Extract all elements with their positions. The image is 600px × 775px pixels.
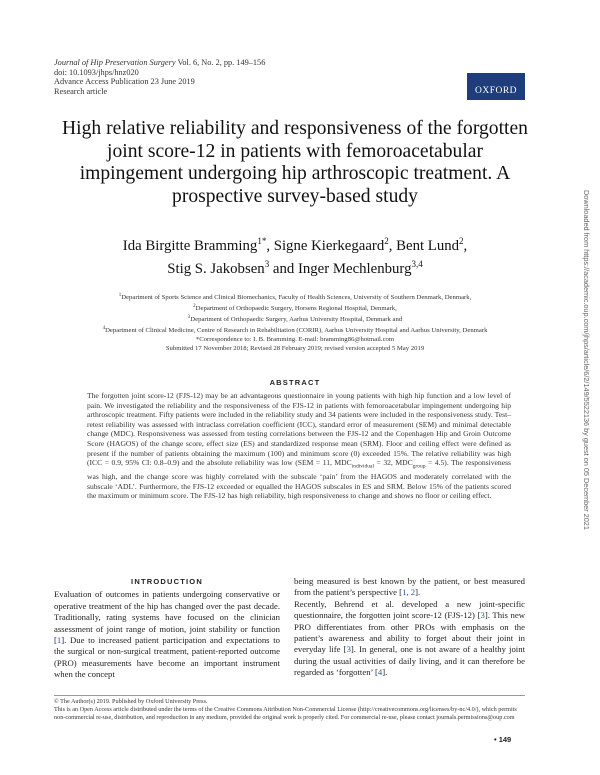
license-text: This is an Open Access article distributed under the terms of the Creative Commons Attribution Non-Commercial License (http://creativecommons.org/licenses/by-nc/4.0/), which permits non-commercial re-use, distribution, and reproduction in any medium, provided the original work is properly cited. For commercial re-use, please contact journals.permissions@oup.com	[54, 706, 517, 721]
body-text: Recently, Behrend et al. developed a new joint-specific questionnaire, the forgotten joint score-12 (FJS-12) [	[294, 598, 525, 621]
author-name[interactable]: , Bent Lund	[388, 237, 460, 254]
body-text: ]. In general, one is not aware of a healthy joint during the usual activities of daily living, and it can therefore be regarded as ‘forgotten’ [	[294, 644, 525, 678]
citation-link[interactable]: 3	[480, 610, 485, 621]
article-type: Research article	[54, 86, 108, 96]
citation-link[interactable]: 1, 2	[402, 587, 416, 598]
citation-link[interactable]: 3	[346, 644, 351, 655]
affiliation	[54, 314, 536, 325]
journal-name: Journal of Hip Preservation Surgery	[54, 58, 176, 67]
body-text: ].	[415, 587, 421, 598]
intro-right-column	[294, 576, 525, 679]
article-title: High relative reliability and responsiveness of the forgotten joint score-12 in patients with femoroacetabular impingement undergoing hip arthroscopic treatment. A prospective survey-based study	[62, 118, 528, 207]
author-name[interactable]: Ida Birgitte Bramming	[122, 237, 258, 254]
affiliation-sup: 1	[118, 293, 122, 298]
intro-paragraph	[294, 576, 525, 599]
abstract-heading: ABSTRACT	[269, 378, 321, 387]
abstract-text: = 32, MDC	[374, 458, 413, 468]
body-text: ]. This new PRO differentiates from other PROs with emphasis on the patient’s awareness and ability to forget about their joint in everyday life [	[294, 610, 526, 655]
author-sup: 1*	[257, 236, 267, 246]
body-text: ]. Due to increased patient participation and expectations to the surgical or non-surgical treatment, patient-reported outcome (PRO) measurements have become an important instrument when the concept	[54, 635, 280, 680]
submission-dates: Submitted 17 November 2018; Revised 28 February 2019; revised version accepted 5 May 2019	[165, 344, 425, 352]
author-sup: 2	[384, 236, 389, 246]
copyright-footnote	[54, 698, 525, 722]
affiliation	[54, 325, 536, 336]
abstract-subscript: group	[412, 463, 426, 470]
author-sup: 3,4	[411, 259, 423, 270]
affiliation-sup: 2	[193, 304, 196, 310]
affiliation	[54, 303, 536, 314]
author-separator: ,	[463, 237, 468, 254]
affiliation-sup: 3	[187, 315, 191, 321]
download-watermark: Downloaded from https://academic.oup.com/jhps/article/6/2/149/5522136 by guest on 05 December 2021	[582, 190, 591, 530]
author-name[interactable]: , Signe Kierkegaard	[266, 237, 385, 254]
body-text: being measured is best known by the patient, or best measured from the patient’s perspective [	[294, 576, 525, 598]
page-number: • 149	[494, 735, 512, 744]
copyright-line: © The Author(s) 2019. Published by Oxford University Press.	[54, 698, 208, 705]
affiliation-text: Department of Clinical Medicine, Centre of Research in Rehabilitation (CORIR), Aarhus University Hospital and Aarhus University, Denmark	[105, 327, 488, 335]
citation-link[interactable]: 4	[377, 667, 383, 678]
author-name[interactable]: and Inger Mechlenburg	[269, 261, 412, 278]
author-list	[60, 232, 530, 279]
author-sup: 3	[264, 259, 270, 270]
affiliations	[54, 292, 536, 354]
correspondence: *Correspondence to: I. B. Bramming. E-mail: bramming86@hotmail.com	[195, 336, 395, 344]
affiliation-sup: 4	[102, 326, 106, 332]
author-sup: 2	[459, 236, 464, 246]
affiliation-text: Department of Orthopaedic Surgery, Horsens Regional Hospital, Denmark,	[195, 305, 397, 313]
oxford-logo[interactable]: OXFORD	[467, 73, 525, 100]
volume-pages: Vol. 6, No. 2, pp. 149–156	[175, 58, 266, 67]
intro-left-column	[54, 576, 280, 681]
body-text: Evaluation of outcomes in patients undergoing conservative or operative treatment of the hip has changed over the past decade. Traditionally, rating systems have focused on the clinician assessment of joint range of motion, joint stability or function [	[54, 589, 280, 646]
abstract-text: The forgotten joint score-12 (FJS-12) may be an advantageous questionnaire in young patients with high hip function and a low level of pain. We investigated the reliability and the responsiveness of the FJS-12 in patients with femoroacetabular impingement undergoing hip arthroscopic treatment. Fifty patients were included in the reliability study and 34 patients were included in the responsiveness study. Test–retest reliability was assessed with intraclass correlation coefficient (ICC), standard error of measurement (SEM) and minimal detectable change (MDC). Responsiveness was assessed from testing correlations between the FJS-12 and the Copenhagen Hip and Groin Outcome Score (HAGOS) of the change score, effect size (ES) and standardized response mean (SRM). Floor and ceiling effect were defined as present if the number of patients obtaining the maximum (100) and minimum score (0) exceeded 15%. The relative reliability was high (ICC = 0.9, 95% CI: 0.8–0.9) and the absolute reliability was low (SEM = 11, MDC	[87, 391, 511, 468]
citation-link[interactable]: 1	[56, 635, 62, 646]
body-text: ].	[382, 667, 388, 678]
access-date: Advance Access Publication 23 June 2019	[54, 77, 195, 87]
author-name[interactable]: Stig S. Jakobsen	[167, 261, 265, 278]
intro-paragraph	[54, 589, 280, 680]
intro-heading: INTRODUCTION	[131, 577, 203, 586]
affiliation-text: Department of Sports Science and Clinical Biomechanics, Faculty of Health Sciences, University of Southern Denmark, Denmark,	[121, 294, 472, 302]
abstract-subscript: individual	[351, 463, 375, 470]
journal-line	[54, 58, 265, 68]
footnote-divider	[54, 695, 525, 696]
doi[interactable]: doi: 10.1093/jhps/hnz020	[54, 67, 139, 77]
affiliation	[54, 292, 536, 303]
abstract-text: = 4.5). The responsiveness was high, and the change score was highly correlated with the subscale ‘pain’ from the HAGOS and moderately correlated with the subscale ‘ADL’. Furthermore, the FJS-12 exceeded or equalled the HAGOS subscales in ES and SRM. Below 15% of the patients scored the maximum or minimum score. The FJS-12 has high reliability, high responsiveness to change and shows no floor or ceiling effect.	[87, 458, 511, 501]
journal-meta	[54, 58, 265, 96]
intro-paragraph	[294, 599, 525, 679]
abstract-body	[87, 391, 511, 501]
affiliation-text: Department of Orthopaedic Surgery, Aarhus University Hospital, Denmark and	[190, 316, 403, 324]
